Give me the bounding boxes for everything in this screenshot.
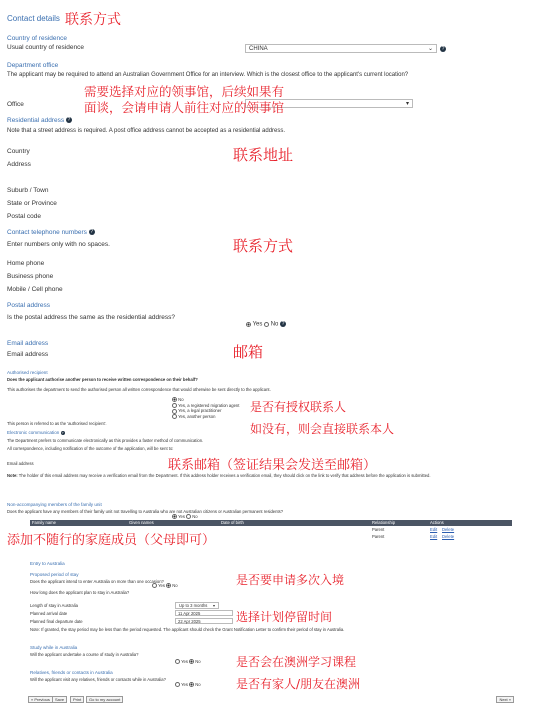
postal-radios: Yes No ? bbox=[246, 321, 286, 328]
field-business-phone: Business phone bbox=[7, 273, 54, 280]
help-icon[interactable]: ? bbox=[281, 321, 285, 327]
usual-country-value: CHINA bbox=[249, 46, 268, 52]
previous-button[interactable]: « Previous bbox=[28, 696, 53, 703]
radio-yes[interactable] bbox=[246, 322, 251, 327]
radio-no[interactable] bbox=[189, 682, 194, 687]
relatives-radios: Yes No bbox=[175, 682, 201, 687]
field-country: Country bbox=[7, 148, 30, 155]
electronic-desc-2: All correspondence, including notification of the outcome of the application, will be sent to: bbox=[7, 446, 174, 451]
radio-no[interactable] bbox=[186, 514, 191, 519]
office-label: Office bbox=[7, 101, 24, 108]
authorised-title: Authorised recipient bbox=[7, 370, 48, 375]
radio-yes[interactable] bbox=[172, 514, 177, 519]
footer-toolbar bbox=[28, 696, 514, 704]
chevron-down-icon: ▾ bbox=[405, 101, 409, 107]
chevron-down-icon: ▾ bbox=[212, 603, 215, 608]
field-address: Address bbox=[7, 161, 31, 168]
study-title: Study while in Australia bbox=[30, 645, 78, 650]
study-question: Will the applicant undertake a course of study in Australia? bbox=[30, 652, 139, 657]
usual-country-label: Usual country of residence bbox=[7, 44, 84, 51]
annotation-stay: 选择计划停留时间 bbox=[236, 610, 333, 624]
relationship-cell: Parent bbox=[372, 527, 385, 532]
multi-entry-radios: Yes No bbox=[152, 583, 178, 588]
length-label: Length of stay in Australia bbox=[30, 603, 78, 608]
annotation-email: 邮箱 bbox=[233, 343, 264, 361]
relatives-question: Will the applicant visit any relatives, friends or contacts while in Australia? bbox=[30, 677, 166, 682]
authorised-referred: This person is referred to as the 'authorised recipient'. bbox=[7, 421, 107, 426]
help-icon[interactable]: ? bbox=[90, 229, 94, 236]
electronic-title: Electronic communication ? bbox=[7, 430, 64, 435]
help-icon[interactable]: ? bbox=[61, 430, 64, 435]
edit-link[interactable]: Edit bbox=[430, 534, 438, 539]
field-home-phone: Home phone bbox=[7, 260, 45, 267]
next-button[interactable]: Next » bbox=[496, 696, 514, 703]
how-long-question: How long does the applicant plan to stay in Australia? bbox=[30, 590, 130, 595]
electronic-note: Note: The holder of this email address may receive a verification email from the Department. If this address holder receives a verification email, they should click on the link to verify that address before the application is submitted. bbox=[7, 473, 431, 478]
annotation-relatives: 是否有家人/朋友在澳洲 bbox=[236, 677, 361, 691]
save-button[interactable]: Save bbox=[52, 696, 67, 703]
residential-note: Note that a street address is required. A post office address cannot be accepted as a residential address. bbox=[7, 128, 286, 134]
annotation-address: 联系地址 bbox=[233, 146, 294, 164]
col-relationship: Relationship bbox=[372, 520, 396, 525]
print-button[interactable]: Print bbox=[70, 696, 84, 703]
option-other[interactable]: Yes, another person bbox=[172, 414, 239, 420]
family-question: Does the applicant have any members of their family unit not travelling to Australia who are not Australian citizens or Australian permanent residents? bbox=[7, 509, 284, 514]
field-postal-code: Postal code bbox=[7, 213, 41, 220]
annotation-contact: 联系方式 bbox=[65, 12, 121, 28]
help-icon[interactable]: ? bbox=[441, 46, 445, 52]
annotation-family: 添加不随行的家庭成员（父母即可） bbox=[7, 533, 216, 548]
col-family-name: Family name bbox=[32, 520, 56, 525]
phone-title: Contact telephone numbers ? bbox=[7, 229, 94, 236]
entry-title: Entry to Australia bbox=[30, 561, 65, 566]
col-given-names: Given names bbox=[129, 520, 154, 525]
email-label: Email address bbox=[7, 351, 49, 358]
arrival-label: Planned arrival date bbox=[30, 611, 68, 616]
annotation-office-1: 需要选择对应的领事馆，后续如果有 bbox=[84, 84, 285, 99]
field-suburb: Suburb / Town bbox=[7, 187, 49, 194]
field-mobile-phone: Mobile / Cell phone bbox=[7, 286, 63, 293]
annotation-phone: 联系方式 bbox=[233, 237, 294, 255]
annotation-study: 是否会在澳洲学习课程 bbox=[236, 655, 357, 669]
dept-text: The applicant may be required to attend an Australian Government Office for an interview. Which is the closest office to the applicant's current location? bbox=[7, 72, 409, 78]
departure-label: Planned final departure date bbox=[30, 619, 83, 624]
col-actions: Actions bbox=[430, 520, 444, 525]
departure-date-input[interactable]: 22 Apr 2025 bbox=[175, 618, 233, 624]
radio-yes[interactable] bbox=[152, 583, 157, 588]
delete-link[interactable]: Delete bbox=[442, 534, 455, 539]
electronic-email-label: Email address bbox=[7, 461, 34, 466]
go-to-account-button[interactable]: Go to my account bbox=[86, 696, 123, 703]
email-title: Email address bbox=[7, 340, 49, 347]
relationship-cell: Parent bbox=[372, 534, 385, 539]
radio-no[interactable] bbox=[264, 322, 269, 327]
stay-note: Note: If granted, the stay period may be less than the period requested. The applicant should check the Grant Notification Letter to confirm their period of stay in Australia. bbox=[30, 627, 345, 632]
annotation-electronic: 联系邮箱（签证结果会发送至邮箱） bbox=[168, 458, 377, 473]
annotation-multi-entry: 是否要申请多次入境 bbox=[236, 573, 345, 587]
page-title: Contact details bbox=[7, 14, 60, 23]
family-radios: Yes No bbox=[172, 514, 198, 519]
study-radios: Yes No bbox=[175, 659, 201, 664]
annotation-authorised-1: 是否有授权联系人 bbox=[250, 400, 347, 414]
chevron-down-icon: ⌄ bbox=[427, 46, 433, 52]
postal-title: Postal address bbox=[7, 302, 50, 309]
option-legal[interactable]: Yes, a legal practitioner bbox=[172, 408, 239, 414]
field-state: State or Province bbox=[7, 200, 57, 207]
annotation-authorised-2: 如没有，则会直接联系本人 bbox=[250, 422, 395, 436]
option-no[interactable]: No bbox=[172, 397, 239, 403]
radio-no[interactable] bbox=[166, 583, 171, 588]
annotation-office-2: 面谈，会请申请人前往对应的领事馆 bbox=[84, 100, 285, 115]
family-title: Non-accompanying members of the family unit bbox=[7, 502, 102, 507]
radio-yes[interactable] bbox=[175, 659, 180, 664]
usual-country-select[interactable] bbox=[245, 44, 437, 53]
relatives-title: Relatives, friends or contacts in Australia bbox=[30, 670, 113, 675]
authorised-question: Does the applicant authorise another person to receive written correspondence on their behalf? bbox=[7, 377, 198, 382]
family-table-header bbox=[30, 520, 512, 526]
help-icon[interactable]: ? bbox=[67, 117, 71, 124]
arrival-date-input[interactable]: 11 Apr 2025 bbox=[175, 610, 233, 616]
edit-link[interactable]: Edit bbox=[430, 527, 438, 532]
radio-no[interactable] bbox=[189, 659, 194, 664]
multi-entry-question: Does the applicant intend to enter Australia on more than one occasion? bbox=[30, 579, 164, 584]
period-title: Proposed period of stay bbox=[30, 572, 79, 577]
radio-yes[interactable] bbox=[175, 682, 180, 687]
electronic-desc-1: The Department prefers to communicate electronically as this provides a faster method of communication. bbox=[7, 438, 204, 443]
option-agent[interactable]: Yes, a registered migration agent bbox=[172, 403, 239, 409]
authorised-options bbox=[172, 397, 239, 419]
residential-title: Residential address ? bbox=[7, 117, 71, 124]
authorised-desc: This authorises the department to send the authorised person all written correspondence that would otherwise be sent directly to the applicant. bbox=[7, 387, 271, 392]
col-dob: Date of birth bbox=[221, 520, 244, 525]
length-select[interactable] bbox=[175, 602, 219, 609]
length-value: Up to 3 months bbox=[179, 603, 208, 608]
postal-question: Is the postal address the same as the residential address? bbox=[7, 314, 176, 321]
phone-hint: Enter numbers only with no spaces. bbox=[7, 241, 110, 248]
country-section-title: Country of residence bbox=[7, 35, 67, 42]
delete-link[interactable]: Delete bbox=[442, 527, 455, 532]
dept-section-title: Department office bbox=[7, 62, 59, 69]
